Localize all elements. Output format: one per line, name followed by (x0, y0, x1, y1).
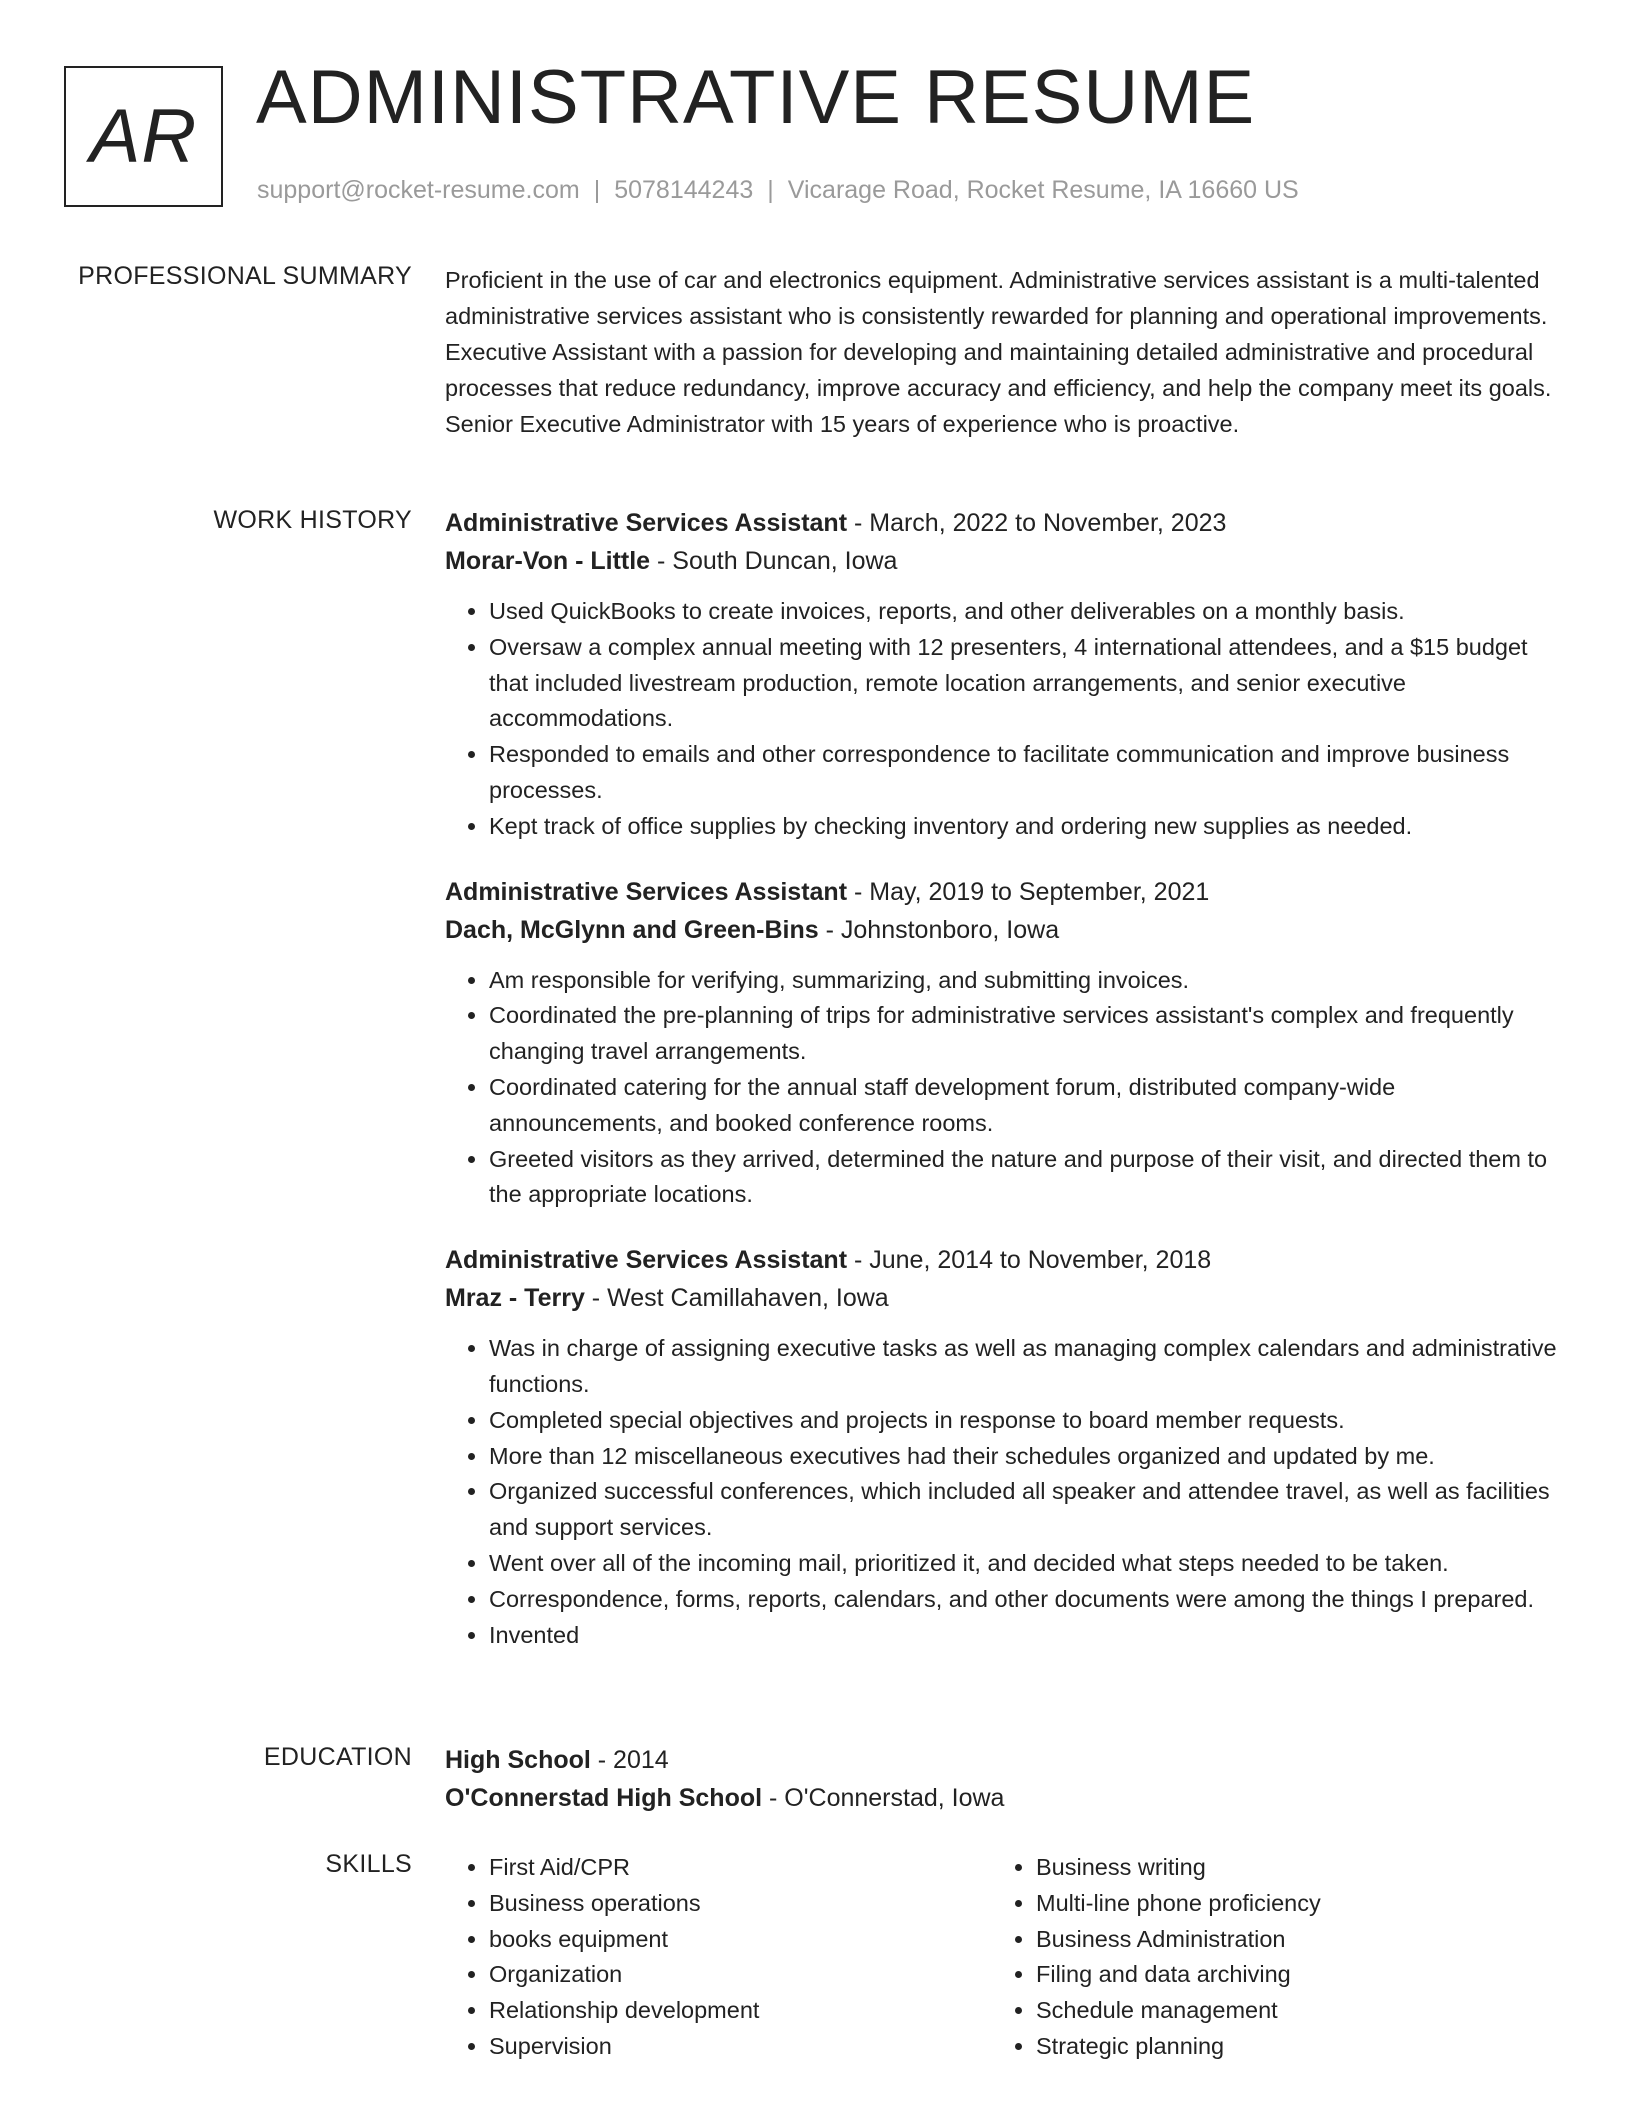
education-year: - 2014 (590, 1746, 669, 1774)
job-bullet: • Invented (489, 1618, 1560, 1654)
job-entry (445, 1241, 1560, 1653)
job-bullet: • Coordinated the pre-planning of trips for administrative services assistant's complex and frequently changing travel arrangements. (489, 998, 1560, 1070)
education-school: O'Connerstad High School (445, 1784, 763, 1812)
job-bullets (445, 1331, 1560, 1653)
job-bullet: • Kept track of office supplies by checking inventory and ordering new supplies as needed. (489, 809, 1560, 845)
job-dates: - March, 2022 to November, 2023 (847, 509, 1227, 537)
skill-item: • First Aid/CPR (489, 1850, 992, 1886)
job-company-line (445, 911, 1560, 949)
job-bullet: • Correspondence, forms, reports, calendars, and other documents were among the things I prepared. (489, 1582, 1560, 1618)
job-bullet: • Oversaw a complex annual meeting with 12 presenters, 4 international attendees, and a $15 budget that included livestream production, remote location arrangements, and senior executive accommodations. (489, 630, 1560, 737)
job-bullet: • Organized successful conferences, which included all speaker and attendee travel, as well as facilities and support services. (489, 1474, 1560, 1546)
job-bullet: • More than 12 miscellaneous executives had their schedules organized and updated by me. (489, 1439, 1560, 1475)
skills-grid (445, 1850, 1560, 2065)
skills-list-right (992, 1850, 1539, 2065)
job-bullet: • Greeted visitors as they arrived, determined the nature and purpose of their visit, and directed them to the appropriate locations. (489, 1142, 1560, 1214)
contact-phone[interactable]: 5078144243 (614, 176, 754, 204)
skill-item: • Relationship development (489, 1993, 992, 2029)
contact-email[interactable]: support@rocket-resume.com (257, 176, 580, 204)
job-bullets (445, 963, 1560, 1214)
job-dates: - May, 2019 to September, 2021 (847, 877, 1210, 906)
skill-item: • Business Administration (1036, 1922, 1539, 1958)
job-company: Morar-Von - Little (445, 547, 651, 575)
summary-body (445, 262, 1560, 442)
work-history-body (445, 504, 1560, 1681)
job-bullet: • Was in charge of assigning executive tasks as well as managing complex calendars and administrative functions. (489, 1331, 1560, 1403)
contact-address: Vicarage Road, Rocket Resume, IA 16660 US (787, 176, 1299, 204)
job-bullet: • Used QuickBooks to create invoices, reports, and other deliverables on a monthly basis. (489, 594, 1560, 630)
job-company-line (445, 542, 1560, 580)
education-degree-line (445, 1741, 1560, 1779)
job-company-line (445, 1279, 1560, 1317)
job-company: Mraz - Terry (445, 1284, 585, 1313)
skills-body (445, 1850, 1560, 2065)
skill-item: • Business operations (489, 1886, 992, 1922)
section-label-skills: SKILLS (325, 1850, 412, 1878)
job-location: - South Duncan, Iowa (650, 547, 898, 575)
skill-item: • Multi-line phone proficiency (1036, 1886, 1539, 1922)
job-bullet: • Am responsible for verifying, summarizing, and submitting invoices. (489, 963, 1560, 999)
job-entry (445, 873, 1560, 1214)
resume-title: ADMINISTRATIVE RESUME (256, 55, 1256, 140)
skills-column-right (992, 1850, 1539, 2065)
job-title-line (445, 873, 1560, 911)
skills-list-left (445, 1850, 992, 2065)
job-title: Administrative Services Assistant (445, 1246, 848, 1275)
education-degree: High School (445, 1746, 591, 1774)
job-bullet: • Went over all of the incoming mail, prioritized it, and decided what steps needed to be taken. (489, 1546, 1560, 1582)
skill-item: • Filing and data archiving (1036, 1957, 1539, 1993)
skill-item: • books equipment (489, 1922, 992, 1958)
monogram-badge: AR (64, 66, 223, 207)
job-title: Administrative Services Assistant (445, 509, 848, 537)
education-body (445, 1741, 1560, 1817)
job-title-line (445, 1241, 1560, 1279)
job-company: Dach, McGlynn and Green-Bins (445, 915, 819, 944)
summary-text: Proficient in the use of car and electronics equipment. Administrative services assistant is a multi-talented administrative services assistant who is consistently rewarded for planning and operational improvements. Executive Assistant with a passion for developing and maintaining detailed administrative and procedural processes that reduce redundancy, improve accuracy and efficiency, and help the company meet its goals. Senior Executive Administrator with 15 years of experience who is proactive. (445, 267, 1552, 437)
skill-item: • Supervision (489, 2029, 992, 2065)
job-bullet: • Responded to emails and other correspondence to facilitate communication and improve business processes. (489, 737, 1560, 809)
job-dates: - June, 2014 to November, 2018 (847, 1246, 1212, 1275)
job-location: - Johnstonboro, Iowa (818, 915, 1060, 944)
job-bullet: • Completed special objectives and projects in response to board member requests. (489, 1403, 1560, 1439)
skill-item: • Organization (489, 1957, 992, 1993)
skills-column-left (445, 1850, 992, 2065)
contact-separator: | (767, 176, 774, 204)
section-label-summary: PROFESSIONAL SUMMARY (78, 262, 412, 290)
skill-item: • Strategic planning (1036, 2029, 1539, 2065)
job-bullets (445, 594, 1560, 845)
section-label-work-history: WORK HISTORY (213, 506, 412, 534)
job-entry (445, 504, 1560, 845)
section-label-education: EDUCATION (263, 1743, 412, 1771)
education-location: - O'Connerstad, Iowa (762, 1784, 1005, 1812)
job-title-line (445, 504, 1560, 542)
job-title: Administrative Services Assistant (445, 877, 848, 906)
education-school-line (445, 1779, 1560, 1817)
contact-separator: | (593, 176, 601, 204)
skill-item: • Schedule management (1036, 1993, 1539, 2029)
job-bullet: • Coordinated catering for the annual staff development forum, distributed company-wide announcements, and booked conference rooms. (489, 1070, 1560, 1142)
job-location: - West Camillahaven, Iowa (584, 1284, 889, 1313)
skill-item: • Business writing (1036, 1850, 1539, 1886)
contact-line (257, 176, 1299, 205)
